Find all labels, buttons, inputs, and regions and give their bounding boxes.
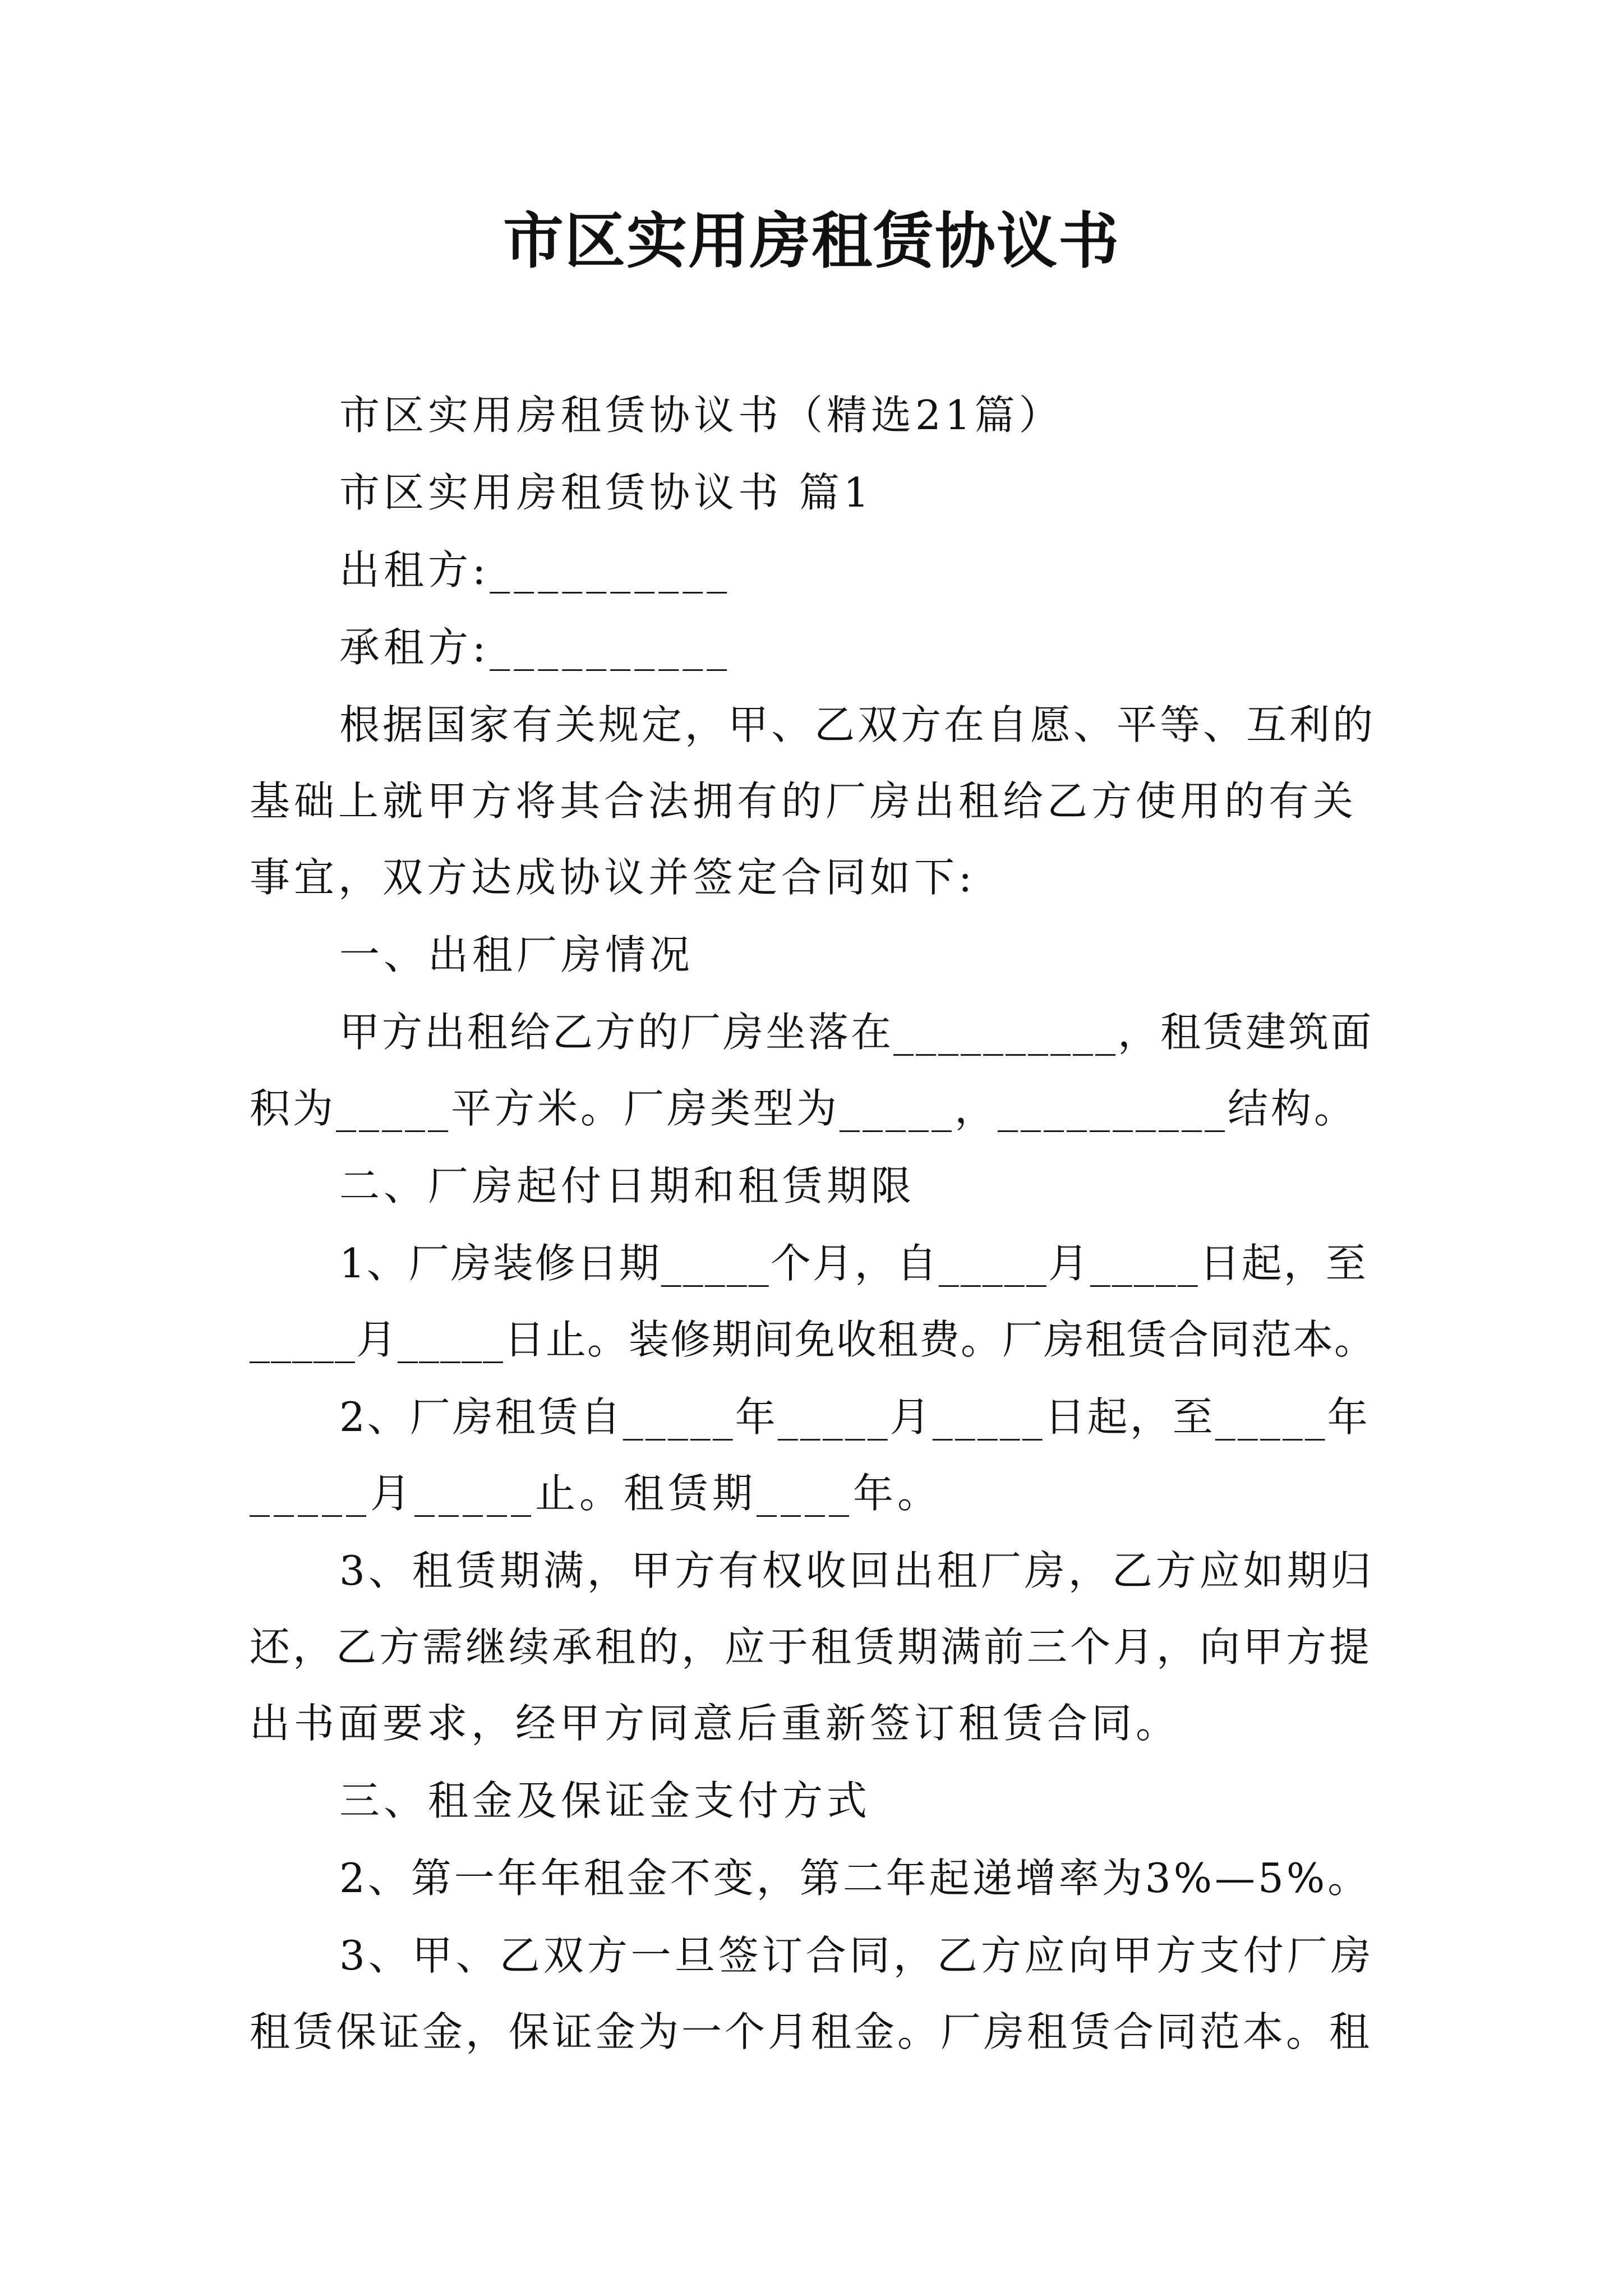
body-line: 基础上就甲方将其合法拥有的厂房出租给乙方使用的有关	[250, 777, 1358, 825]
document-title: 市区实用房租赁协议书	[502, 206, 1120, 277]
lessor-field: 出租方:__________	[339, 546, 731, 593]
clause-heading: 三、租金及保证金支付方式	[339, 1777, 872, 1824]
body-line: 甲方出租给乙方的厂房坐落在__________，租赁建筑面	[339, 1009, 1374, 1056]
body-line: 3、甲、乙双方一旦签订合同，乙方应向甲方支付厂房	[339, 1932, 1375, 1979]
body-line: _____月_____日止。装修期间免收租费。厂房租赁合同范本。	[250, 1316, 1376, 1363]
subtitle-line: 市区实用房租赁协议书（精选21篇）	[339, 392, 1063, 439]
body-line: 2、厂房租赁自_____年_____月_____日起，至_____年	[339, 1393, 1370, 1441]
body-line: 3、租赁期满，甲方有权收回出租厂房，乙方应如期归	[339, 1547, 1375, 1594]
body-line: 出书面要求，经甲方同意后重新签订租赁合同。	[250, 1700, 1181, 1747]
body-line: 租赁保证金，保证金为一个月租金。厂房租赁合同范本。租	[250, 2008, 1373, 2055]
body-line: _____月_____止。租赁期____年。	[250, 1470, 942, 1517]
clause-heading: 一、出租厂房情况	[339, 931, 694, 978]
section-heading: 市区实用房租赁协议书 篇1	[339, 469, 873, 516]
body-line: 事宜，双方达成协议并签定合同如下:	[250, 854, 976, 901]
body-line: 1、厂房装修日期_____个月，自_____月_____日起，至	[339, 1240, 1368, 1287]
body-line: 根据国家有关规定，甲、乙双方在自愿、平等、互利的	[339, 701, 1376, 748]
body-line: 积为_____平方米。厂房类型为_____，__________结构。	[250, 1085, 1358, 1132]
clause-heading: 二、厂房起付日期和租赁期限	[339, 1162, 916, 1209]
body-line: 还，乙方需继续承租的，应于租赁期满前三个月，向甲方提	[250, 1623, 1373, 1671]
body-line: 2、第一年年租金不变，第二年起递增率为3%—5%。	[339, 1855, 1371, 1902]
lessee-field: 承租方:__________	[339, 624, 731, 671]
